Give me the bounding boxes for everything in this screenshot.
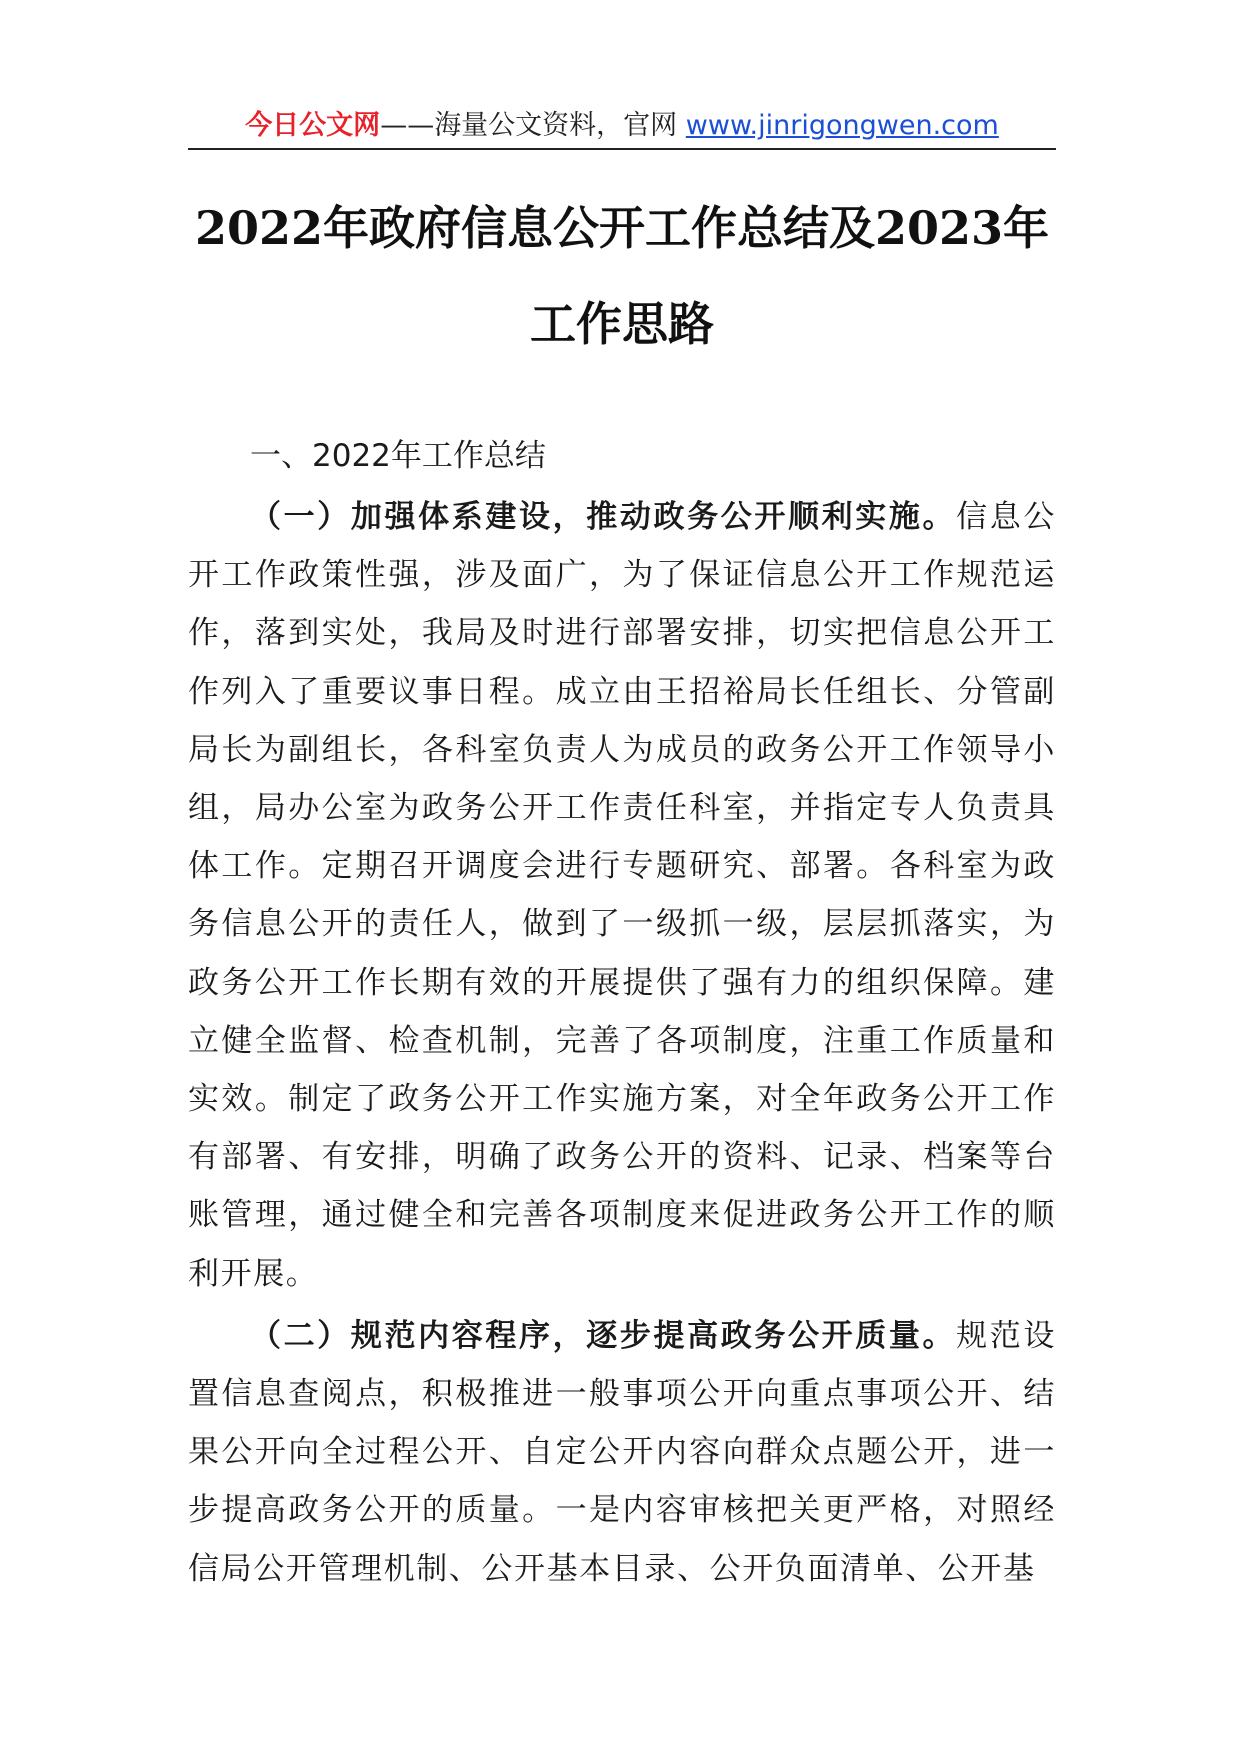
site-brand: 今日公文网 [245,110,381,141]
paragraph-2-body: 规范设置信息查阅点，积极推进一般事项公开向重点事项公开、结果公开向全过程公开、自定公开内容向群众点题公开，进一步提高政务公开的质量。一是内容审核把关更严格，对照经信局公开管理机制、公开基本目录、公开负面清单、公开基 [188,1317,1056,1587]
site-url-link[interactable]: www.jinrigongwen.com [685,110,999,141]
paragraph-2-lead: （二）规范内容程序，逐步提高政务公开质量。 [250,1317,957,1354]
paragraph-1-lead: （一）加强体系建设，推动政务公开顺利实施。 [250,499,957,535]
paragraph-2 [188,1307,1056,1598]
section-heading: 一、2022年工作总结 [250,438,546,474]
document-title: 2022年政府信息公开工作总结及2023年工作思路 [194,201,1050,351]
paragraph-1 [188,488,1056,1303]
site-tagline: ——海量公文资料，官网 [380,110,686,141]
document-body [188,430,1056,1602]
paragraph-1-body: 信息公开工作政策性强，涉及面广，为了保证信息公开工作规范运作，落到实处，我局及时进行部署安排，切实把信息公开工作列入了重要议事日程。成立由王招裕局长任组长、分管副局长为副组长，各科室负责人为成员的政务公开工作领导小组，局办公室为政务公开工作责任科室，并指定专人负责具体工作。定期召开调度会进行专题研究、部署。各科室为政务信息公开的责任人，做到了一级抓一级，层层抓落实，为政务公开工作长期有效的开展提供了强有力的组织保障。建立健全监督、检查机制，完善了各项制度，注重工作质量和实效。制定了政务公开工作实施方案，对全年政务公开工作有部署、有安排，明确了政务公开的资料、记录、档案等台账管理，通过健全和完善各项制度来促进政务公开工作的顺利开展。 [188,499,1056,1292]
site-header [188,104,1056,150]
